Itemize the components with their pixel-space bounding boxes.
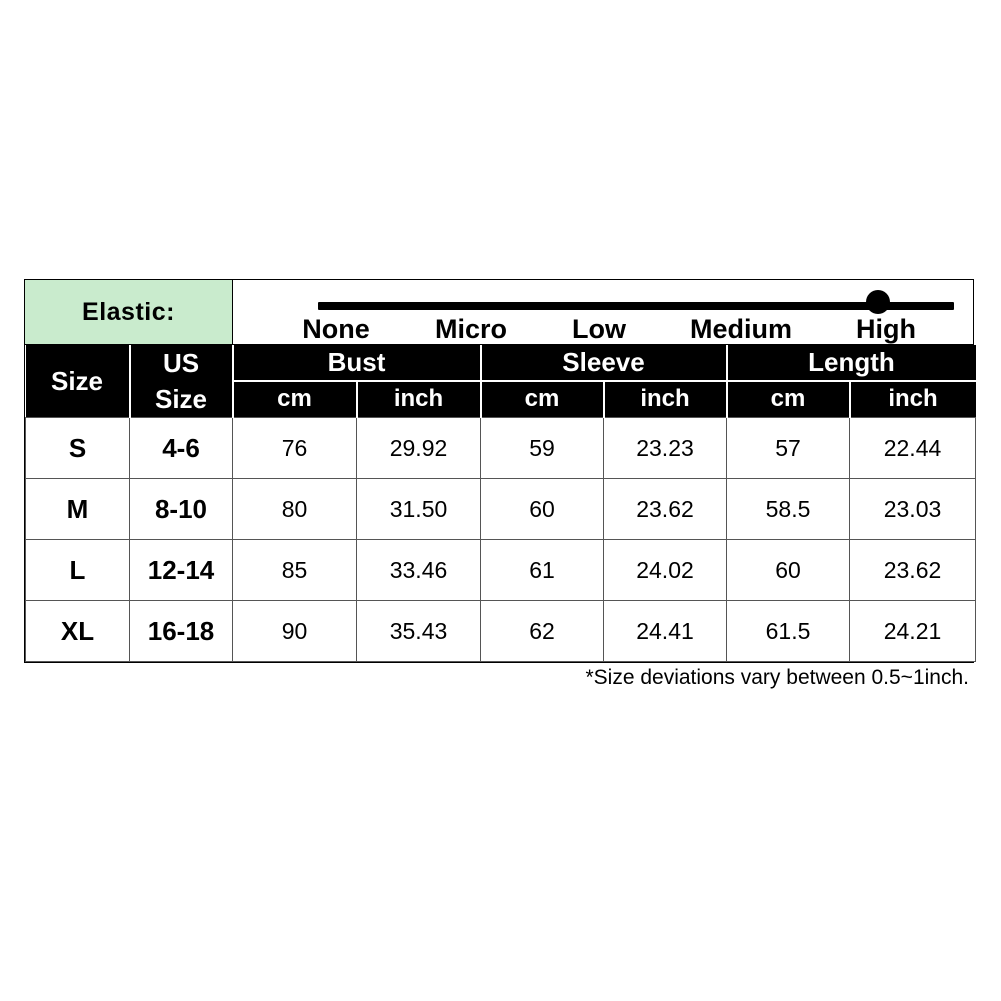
header-unit-length-inch: inch bbox=[850, 381, 976, 418]
table-row bbox=[26, 540, 976, 601]
sleeve-inch-cell: 24.02 bbox=[604, 540, 727, 601]
table-row bbox=[26, 601, 976, 662]
elastic-scale-indicator bbox=[866, 290, 890, 314]
us-size-cell: 16-18 bbox=[130, 601, 233, 662]
header-length: Length bbox=[727, 345, 976, 381]
elastic-level-low: Low bbox=[572, 314, 626, 344]
us-size-cell: 4-6 bbox=[130, 418, 233, 479]
header-us-size bbox=[130, 345, 233, 418]
bust-inch-cell: 35.43 bbox=[357, 601, 481, 662]
length-inch-cell: 23.03 bbox=[850, 479, 976, 540]
elastic-level-micro: Micro bbox=[434, 314, 508, 344]
length-cm-cell: 61.5 bbox=[727, 601, 850, 662]
header-sleeve: Sleeve bbox=[481, 345, 727, 381]
sleeve-cm-cell: 59 bbox=[481, 418, 604, 479]
length-inch-cell: 22.44 bbox=[850, 418, 976, 479]
sleeve-cm-cell: 62 bbox=[481, 601, 604, 662]
size-chart bbox=[24, 279, 974, 663]
header-size: Size bbox=[26, 345, 130, 418]
header-unit-bust-cm: cm bbox=[233, 381, 357, 418]
header-unit-sleeve-inch: inch bbox=[604, 381, 727, 418]
header-unit-sleeve-cm: cm bbox=[481, 381, 604, 418]
size-cell: XL bbox=[26, 601, 130, 662]
elastic-level-medium: Medium bbox=[689, 314, 793, 344]
length-cm-cell: 58.5 bbox=[727, 479, 850, 540]
bust-inch-cell: 29.92 bbox=[357, 418, 481, 479]
bust-inch-cell: 33.46 bbox=[357, 540, 481, 601]
header-us-size-line2: Size bbox=[154, 384, 208, 414]
length-cm-cell: 57 bbox=[727, 418, 850, 479]
size-cell: M bbox=[26, 479, 130, 540]
sleeve-cm-cell: 60 bbox=[481, 479, 604, 540]
size-deviation-note: *Size deviations vary between 0.5~1inch. bbox=[585, 666, 969, 689]
sleeve-cm-cell: 61 bbox=[481, 540, 604, 601]
header-bust: Bust bbox=[233, 345, 481, 381]
bust-cm-cell: 85 bbox=[233, 540, 357, 601]
us-size-cell: 8-10 bbox=[130, 479, 233, 540]
length-inch-cell: 23.62 bbox=[850, 540, 976, 601]
bust-cm-cell: 76 bbox=[233, 418, 357, 479]
elastic-level-none: None bbox=[302, 314, 370, 344]
bust-cm-cell: 80 bbox=[233, 479, 357, 540]
us-size-cell: 12-14 bbox=[130, 540, 233, 601]
size-cell: S bbox=[26, 418, 130, 479]
sleeve-inch-cell: 24.41 bbox=[604, 601, 727, 662]
table-row bbox=[26, 418, 976, 479]
size-cell: L bbox=[26, 540, 130, 601]
size-table bbox=[25, 345, 976, 662]
bust-cm-cell: 90 bbox=[233, 601, 357, 662]
length-cm-cell: 60 bbox=[727, 540, 850, 601]
sleeve-inch-cell: 23.23 bbox=[604, 418, 727, 479]
length-inch-cell: 24.21 bbox=[850, 601, 976, 662]
header-unit-length-cm: cm bbox=[727, 381, 850, 418]
table-row bbox=[26, 479, 976, 540]
elastic-scale-track bbox=[318, 302, 954, 310]
sleeve-inch-cell: 23.62 bbox=[604, 479, 727, 540]
size-table-wrapper bbox=[24, 345, 974, 663]
header-us-size-line1: US bbox=[162, 348, 200, 378]
bust-inch-cell: 31.50 bbox=[357, 479, 481, 540]
elastic-label: Elastic: bbox=[25, 280, 233, 344]
elastic-level-high: High bbox=[856, 314, 916, 344]
elastic-row bbox=[24, 279, 974, 345]
header-unit-bust-inch: inch bbox=[357, 381, 481, 418]
